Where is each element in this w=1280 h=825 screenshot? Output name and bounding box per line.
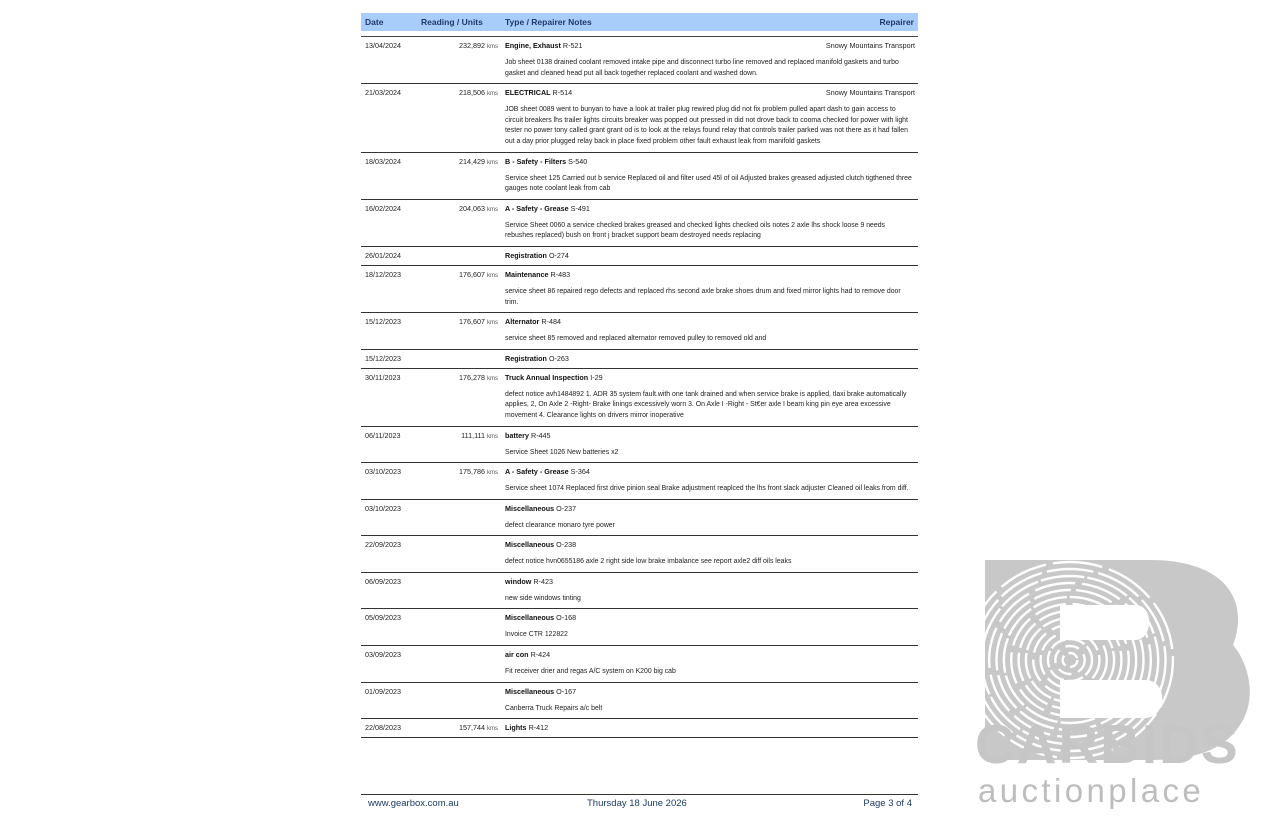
table-row [361,463,918,500]
reading-unit: kms [487,375,498,382]
service-type: Engine, Exhaust [505,41,561,50]
row-date: 16/02/2024 [365,203,401,213]
reading-value: 232,892 [459,41,485,50]
row-reading [459,372,498,385]
row-notes: new side windows tinting [505,594,581,602]
table-row [361,536,918,573]
table-row [361,609,918,646]
row-reading [459,269,498,282]
row-summary [361,269,918,281]
row-type [505,87,572,99]
row-notes: Service Sheet 1026 New batteries x2 [505,448,619,456]
row-notes: Service sheet 125 Carried out b service Replaced oil and filter used 45l of oil Adjusted brakes greased adjusted clutch tigthened three gauges note coolant leak from cab [505,174,912,193]
service-type: ELECTRICAL [505,88,551,98]
table-row [361,500,918,537]
table-body [361,37,918,738]
watermark-brand: CARBIDS [975,713,1240,775]
reading-unit: kms [487,433,498,440]
header-repairer: Repairer [879,17,914,27]
reading-unit: kms [487,159,498,166]
reading-value: 157,744 [459,723,485,733]
reading-unit: kms [487,206,498,213]
row-notes: Service sheet 1074 Replaced first drive pinion seal Brake adjustment reaplced the lhs front slack adjuster Cleaned oil leaks from diff. [505,485,909,493]
row-type [505,156,587,168]
row-repairer: Snowy Mountains Transport [825,41,915,50]
service-type: Registration [505,250,547,260]
service-code: R-424 [530,650,551,660]
row-date: 30/11/2023 [365,372,401,382]
row-reading [459,466,498,479]
table-row [361,369,918,427]
row-summary [361,722,918,734]
table-row [361,573,918,610]
row-summary [361,539,918,551]
row-date: 06/09/2023 [365,576,401,586]
row-type [505,539,576,551]
row-notes: Job sheet 0138 drained coolant removed intake pipe and disconnect turbo line removed and replaced manifold gaskets and turbo gasket and cleaned head put all back together replaced coolant and washed down. [505,59,899,77]
table-row [361,646,918,683]
service-code: O-168 [556,613,577,623]
service-code: S-491 [570,203,590,213]
service-code: R-445 [530,430,551,440]
row-date: 21/03/2024 [365,88,401,98]
table-row [361,427,918,464]
reading-value: 218,506 [459,88,485,98]
service-type: Miscellaneous [505,540,555,550]
row-reading [459,156,498,169]
row-notes: service sheet 85 removed and replaced alternator removed pulley to removed old and [505,335,767,343]
table-row [361,266,918,313]
service-code: S-364 [570,467,590,477]
service-history-table [361,13,918,738]
row-notes: Canberra Truck Repairs a/c belt [505,704,603,712]
table-row [361,153,918,200]
row-type [505,372,603,384]
row-type [505,503,576,515]
row-type [505,40,583,52]
row-date: 13/04/2024 [365,41,401,50]
table-row [361,719,918,738]
row-date: 05/09/2023 [365,613,401,623]
row-date: 03/10/2023 [365,467,401,477]
header-date: Date [365,17,384,27]
row-type [505,722,548,734]
row-reading [459,316,498,329]
table-row [361,683,918,720]
row-date: 03/10/2023 [365,503,401,513]
service-type: A - Safety - Grease [505,203,569,213]
row-notes: defect notice avh1484892 1. ADR 35 system fault.with one tank drained and when service brake is applied, tlaxi brake automatically applies, 2, On Axle 2 -Right- Brake linings excessively worn 3. On Axle I -Right - St€er axle I beam king pin eye area excessive movement 4. Clearance lights on drivers mirror inoperative [505,390,907,419]
service-code: O-237 [556,503,577,513]
row-summary [361,156,918,168]
reading-unit: kms [487,44,498,50]
table-row [361,200,918,247]
row-notes: Fit receiver drier and regas A/C system on K200 big cab [505,668,676,676]
row-notes: defect clearance monaro tyre power [505,521,615,529]
service-type: battery [505,430,529,440]
service-code: S-540 [568,156,588,166]
reading-value: 204,063 [459,203,485,213]
table-row [361,37,918,84]
row-date: 22/08/2023 [365,723,401,733]
service-type: Maintenance [505,269,549,279]
watermark-tagline: auctionplace [978,772,1205,809]
page-footer [361,794,918,815]
service-code: R-423 [533,576,553,586]
service-type: A - Safety - Grease [505,467,569,477]
row-date: 01/09/2023 [365,686,401,696]
service-type: B - Safety - Filters [505,156,567,166]
service-type: Truck Annual Inspection [505,372,589,382]
row-reading [459,203,498,216]
row-notes: JOB sheet 0089 went to bunyan to have a look at trailer plug rewired plug did not fix problem pulled apart dash to gain access to circuit breakers lhs trailer lights circuits breaker was popped out pressed in did not drove back to cooma checked for power with light tester no power tony called grant grant od is to look at the relays found relay that controls trailer parked was not there as it had fallen out a day prior plugged relay back in place fixed problem other fault exhaust leak from manifold gaskets [505,106,908,145]
reading-value: 176,607 [459,269,485,279]
header-reading: Reading / Units [421,17,483,27]
table-row [361,84,918,152]
service-type: Miscellaneous [505,613,555,623]
row-date: 06/11/2023 [365,430,401,440]
reading-unit: kms [487,470,498,477]
row-date: 26/01/2024 [365,250,401,260]
header-type: Type / Repairer Notes [505,17,592,27]
reading-unit: kms [487,91,498,98]
service-type: window [505,576,532,586]
service-code: O-274 [548,250,569,260]
service-code: R-483 [550,269,571,279]
service-code: O-238 [556,540,577,550]
reading-unit: kms [487,320,498,327]
row-summary [361,250,918,262]
service-code: R-412 [528,723,549,733]
row-type [505,466,590,478]
table-row [361,350,918,369]
footer-page-number: Page 3 of 4 [863,798,912,809]
row-type [505,576,553,588]
row-summary [361,40,918,52]
row-date: 15/12/2023 [365,317,401,327]
row-summary [361,203,918,215]
row-reading [459,40,498,53]
footer-date: Thursday 18 June 2026 [587,798,687,809]
row-type [505,316,561,328]
row-date: 18/12/2023 [365,269,401,279]
row-repairer: Snowy Mountains Transport [825,88,915,98]
reading-value: 176,278 [459,372,485,382]
row-summary [361,612,918,624]
service-code: I-29 [590,372,603,382]
row-notes: defect notice hvn0655186 axle 2 right side low brake imbalance see report axle2 diff oils leaks [505,558,792,566]
row-type [505,430,551,442]
reading-unit: kms [487,726,498,733]
row-summary [361,316,918,328]
row-date: 03/09/2023 [365,650,401,660]
reading-value: 176,607 [459,317,485,327]
table-row [361,313,918,350]
row-summary [361,372,918,384]
reading-unit: kms [487,272,498,279]
row-summary [361,649,918,661]
row-type [505,250,569,262]
service-type: Lights [505,723,527,733]
reading-value: 175,786 [459,467,485,477]
row-date: 18/03/2024 [365,156,401,166]
row-summary [361,576,918,588]
service-code: R-514 [552,88,573,98]
reading-value: 111,111 [461,430,485,440]
row-date: 15/12/2023 [365,353,401,363]
row-type [505,269,570,281]
row-summary [361,466,918,478]
service-code: R-521 [562,41,583,50]
service-type: Registration [505,353,547,363]
row-notes: Invoice CTR 122822 [505,631,568,639]
row-type [505,203,590,215]
service-type: Miscellaneous [505,503,555,513]
row-summary [361,430,918,442]
row-summary [361,87,918,99]
row-summary [361,353,918,365]
service-type: Alternator [505,317,540,327]
table-header [361,13,918,31]
service-type: Miscellaneous [505,686,555,696]
row-notes: service sheet 86 repaired rego defects and replaced rhs second axle brake shoes drum and fixed mirror lights had to remove door trim. [505,287,901,306]
footer-site-link[interactable]: www.gearbox.com.au [368,798,459,809]
service-code: O-263 [548,353,569,363]
row-summary [361,503,918,515]
row-type [505,649,550,661]
row-date: 22/09/2023 [365,540,401,550]
row-summary [361,686,918,698]
service-code: R-484 [541,317,561,327]
row-reading [459,722,498,735]
row-type [505,612,576,624]
row-reading [459,87,498,100]
row-type [505,686,576,698]
row-reading [461,430,498,443]
service-code: O-167 [556,686,577,696]
service-type: air con [505,650,529,660]
reading-value: 214,429 [459,156,485,166]
row-type [505,353,569,365]
table-row [361,247,918,266]
row-notes: Service Sheet 0060 a service checked brakes greased and checked lights checked oils notes 2 axle lhs shock loose 9 needs rebushes replaced) bush on front j bracket support beam destroyed needs replacing [505,221,885,240]
